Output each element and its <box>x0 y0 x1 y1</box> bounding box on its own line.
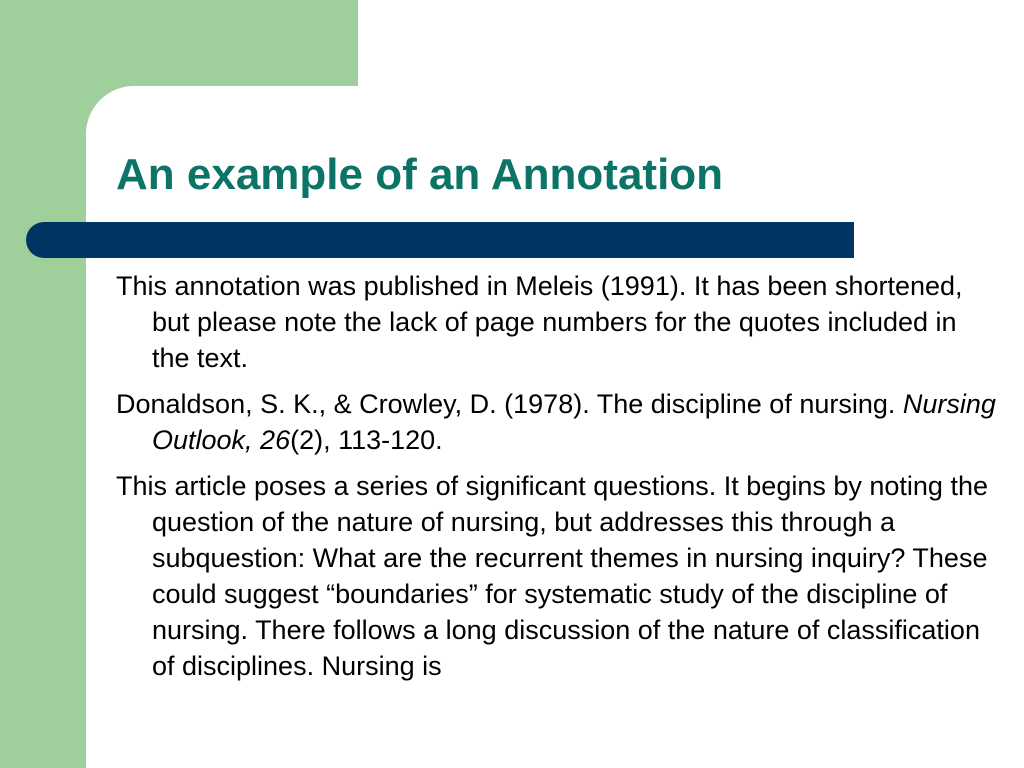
slide-title: An example of an Annotation <box>116 150 724 199</box>
green-left-strip <box>0 0 86 768</box>
citation-paragraph <box>116 386 996 458</box>
citation-journal: Nursing Outlook, 26 <box>152 389 996 455</box>
title-underline-bar <box>26 222 854 258</box>
citation-suffix: (2), 113-120. <box>290 425 443 455</box>
slide-body <box>116 268 996 694</box>
summary-paragraph: This article poses a series of significant questions. It begins by noting the question of the nature of nursing, but addresses this through a subquestion: What are the recurrent themes in nursing inquiry? These could suggest “boundaries” for systematic study of the discipline of nursing. There follows a long discussion of the nature of classification of disciplines. Nursing is <box>116 471 988 681</box>
citation-prefix: Donaldson, S. K., & Crowley, D. (1978). The discipline of nursing. <box>116 389 903 419</box>
intro-paragraph: This annotation was published in Meleis (1991). It has been shortened, but please note the lack of page numbers for the quotes included in the text. <box>116 271 963 373</box>
